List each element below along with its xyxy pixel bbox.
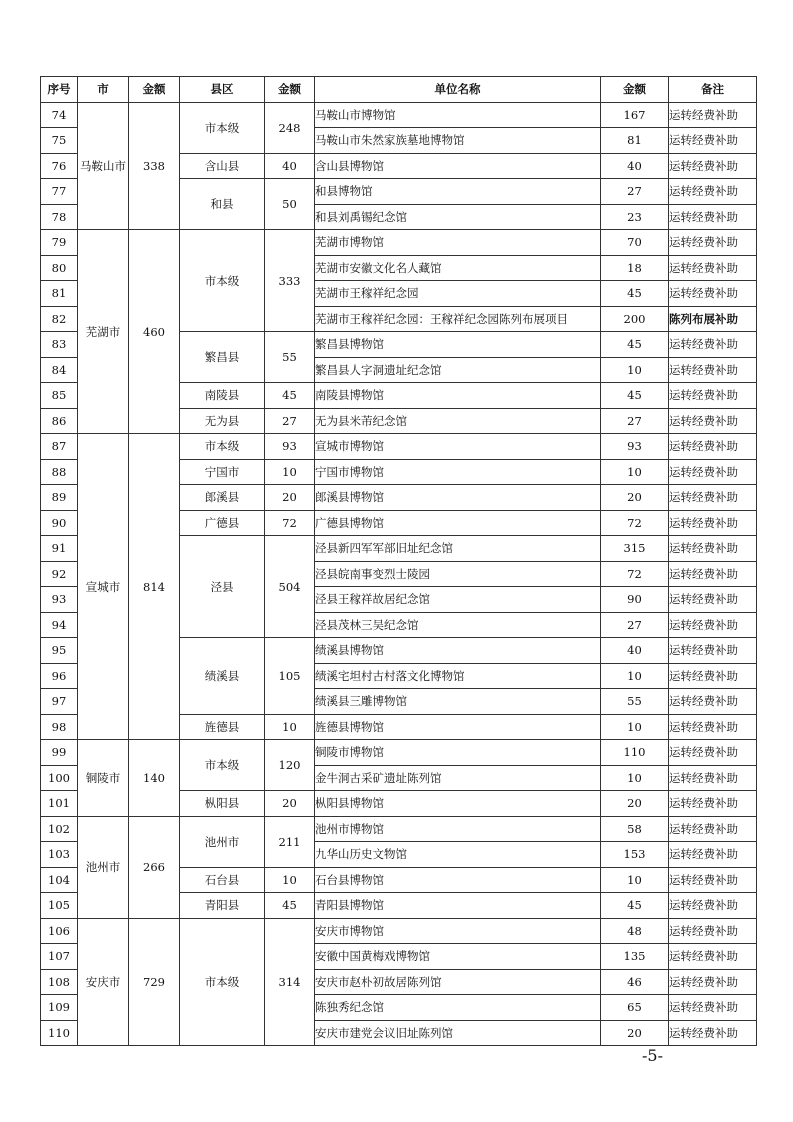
unit-note: 运转经费补助 [669, 357, 757, 383]
unit-amount: 45 [601, 332, 669, 358]
row-index: 85 [41, 383, 78, 409]
city-amount: 460 [129, 230, 180, 434]
unit-note: 运转经费补助 [669, 179, 757, 205]
row-index: 103 [41, 842, 78, 868]
row-index: 84 [41, 357, 78, 383]
district-amount: 105 [265, 638, 315, 715]
unit-amount: 72 [601, 510, 669, 536]
unit-amount: 10 [601, 663, 669, 689]
unit-name: 芜湖市安徽文化名人藏馆 [315, 255, 601, 281]
district-name: 青阳县 [180, 893, 265, 919]
unit-amount: 10 [601, 459, 669, 485]
district-name: 石台县 [180, 867, 265, 893]
unit-name: 池州市博物馆 [315, 816, 601, 842]
row-index: 79 [41, 230, 78, 256]
district-amount: 20 [265, 485, 315, 511]
row-index: 89 [41, 485, 78, 511]
unit-name: 安庆市赵朴初故居陈列馆 [315, 969, 601, 995]
city-amount: 729 [129, 918, 180, 1046]
unit-name: 安庆市建党会议旧址陈列馆 [315, 1020, 601, 1046]
header-city-amount: 金额 [129, 77, 180, 103]
unit-name: 安庆市博物馆 [315, 918, 601, 944]
unit-amount: 70 [601, 230, 669, 256]
row-index: 77 [41, 179, 78, 205]
header-unit-name: 单位名称 [315, 77, 601, 103]
unit-note: 运转经费补助 [669, 816, 757, 842]
unit-name: 和县刘禹锡纪念馆 [315, 204, 601, 230]
unit-amount: 10 [601, 765, 669, 791]
row-index: 97 [41, 689, 78, 715]
district-amount: 314 [265, 918, 315, 1046]
unit-name: 南陵县博物馆 [315, 383, 601, 409]
unit-name: 马鞍山市朱然家族墓地博物馆 [315, 128, 601, 154]
unit-amount: 153 [601, 842, 669, 868]
unit-note: 运转经费补助 [669, 230, 757, 256]
unit-amount: 10 [601, 357, 669, 383]
table-row [41, 740, 757, 766]
unit-amount: 45 [601, 893, 669, 919]
city-amount: 140 [129, 740, 180, 817]
table-body [41, 102, 757, 1046]
unit-note: 运转经费补助 [669, 485, 757, 511]
table-row [41, 434, 757, 460]
unit-name: 绩溪宅坦村古村落文化博物馆 [315, 663, 601, 689]
row-index: 90 [41, 510, 78, 536]
unit-amount: 200 [601, 306, 669, 332]
unit-note: 运转经费补助 [669, 918, 757, 944]
district-name: 旌德县 [180, 714, 265, 740]
unit-amount: 81 [601, 128, 669, 154]
unit-amount: 93 [601, 434, 669, 460]
district-amount: 55 [265, 332, 315, 383]
row-index: 91 [41, 536, 78, 562]
row-index: 110 [41, 1020, 78, 1046]
unit-amount: 58 [601, 816, 669, 842]
row-index: 93 [41, 587, 78, 613]
unit-name: 宣城市博物馆 [315, 434, 601, 460]
unit-note: 运转经费补助 [669, 944, 757, 970]
unit-note: 运转经费补助 [669, 1020, 757, 1046]
city-amount: 814 [129, 434, 180, 740]
city-name: 铜陵市 [78, 740, 129, 817]
unit-amount: 23 [601, 204, 669, 230]
unit-name: 和县博物馆 [315, 179, 601, 205]
district-name: 含山县 [180, 153, 265, 179]
row-index: 94 [41, 612, 78, 638]
header-index: 序号 [41, 77, 78, 103]
unit-name: 石台县博物馆 [315, 867, 601, 893]
unit-name: 无为县米芾纪念馆 [315, 408, 601, 434]
unit-amount: 65 [601, 995, 669, 1021]
unit-note: 运转经费补助 [669, 969, 757, 995]
header-district: 县区 [180, 77, 265, 103]
row-index: 107 [41, 944, 78, 970]
unit-amount: 90 [601, 587, 669, 613]
unit-name: 芜湖市王稼祥纪念园 [315, 281, 601, 307]
unit-name: 旌德县博物馆 [315, 714, 601, 740]
unit-note: 陈列布展补助 [669, 306, 757, 332]
district-name: 郎溪县 [180, 485, 265, 511]
district-amount: 10 [265, 867, 315, 893]
row-index: 95 [41, 638, 78, 664]
unit-note: 运转经费补助 [669, 995, 757, 1021]
header-city: 市 [78, 77, 129, 103]
unit-name: 芜湖市王稼祥纪念园：王稼祥纪念园陈列布展项目 [315, 306, 601, 332]
unit-name: 泾县新四军军部旧址纪念馆 [315, 536, 601, 562]
unit-note: 运转经费补助 [669, 587, 757, 613]
district-amount: 120 [265, 740, 315, 791]
row-index: 75 [41, 128, 78, 154]
city-amount: 266 [129, 816, 180, 918]
unit-name: 安徽中国黄梅戏博物馆 [315, 944, 601, 970]
unit-note: 运转经费补助 [669, 459, 757, 485]
header-unit-amount: 金额 [601, 77, 669, 103]
unit-amount: 10 [601, 714, 669, 740]
table-row [41, 230, 757, 256]
unit-note: 运转经费补助 [669, 561, 757, 587]
row-index: 82 [41, 306, 78, 332]
city-name: 宣城市 [78, 434, 129, 740]
district-amount: 10 [265, 459, 315, 485]
unit-note: 运转经费补助 [669, 663, 757, 689]
row-index: 80 [41, 255, 78, 281]
unit-note: 运转经费补助 [669, 281, 757, 307]
unit-name: 绩溪县三雕博物馆 [315, 689, 601, 715]
district-amount: 72 [265, 510, 315, 536]
row-index: 100 [41, 765, 78, 791]
unit-amount: 167 [601, 102, 669, 128]
unit-amount: 10 [601, 867, 669, 893]
row-index: 88 [41, 459, 78, 485]
district-name: 市本级 [180, 102, 265, 153]
table-row [41, 102, 757, 128]
unit-amount: 46 [601, 969, 669, 995]
table-row [41, 918, 757, 944]
unit-amount: 20 [601, 485, 669, 511]
unit-note: 运转经费补助 [669, 867, 757, 893]
unit-amount: 27 [601, 179, 669, 205]
district-amount: 504 [265, 536, 315, 638]
unit-name: 宁国市博物馆 [315, 459, 601, 485]
unit-name: 青阳县博物馆 [315, 893, 601, 919]
row-index: 81 [41, 281, 78, 307]
row-index: 87 [41, 434, 78, 460]
unit-name: 马鞍山市博物馆 [315, 102, 601, 128]
unit-note: 运转经费补助 [669, 714, 757, 740]
district-amount: 248 [265, 102, 315, 153]
unit-note: 运转经费补助 [669, 689, 757, 715]
row-index: 92 [41, 561, 78, 587]
district-amount: 333 [265, 230, 315, 332]
unit-amount: 45 [601, 383, 669, 409]
district-amount: 93 [265, 434, 315, 460]
unit-amount: 27 [601, 408, 669, 434]
unit-amount: 315 [601, 536, 669, 562]
unit-name: 广德县博物馆 [315, 510, 601, 536]
unit-name: 泾县茂林三吴纪念馆 [315, 612, 601, 638]
page-number: -5- [642, 1046, 663, 1065]
unit-name: 枞阳县博物馆 [315, 791, 601, 817]
district-name: 市本级 [180, 740, 265, 791]
row-index: 106 [41, 918, 78, 944]
district-amount: 20 [265, 791, 315, 817]
unit-name: 泾县皖南事变烈士陵园 [315, 561, 601, 587]
district-name: 枞阳县 [180, 791, 265, 817]
unit-name: 繁昌县博物馆 [315, 332, 601, 358]
district-name: 南陵县 [180, 383, 265, 409]
unit-amount: 48 [601, 918, 669, 944]
unit-name: 繁昌县人字洞遗址纪念馆 [315, 357, 601, 383]
district-name: 市本级 [180, 918, 265, 1046]
district-name: 广德县 [180, 510, 265, 536]
row-index: 86 [41, 408, 78, 434]
unit-note: 运转经费补助 [669, 765, 757, 791]
unit-name: 金牛洞古采矿遗址陈列馆 [315, 765, 601, 791]
row-index: 105 [41, 893, 78, 919]
row-index: 74 [41, 102, 78, 128]
city-name: 马鞍山市 [78, 102, 129, 230]
row-index: 76 [41, 153, 78, 179]
unit-name: 九华山历史文物馆 [315, 842, 601, 868]
header-district-amount: 金额 [265, 77, 315, 103]
unit-amount: 135 [601, 944, 669, 970]
city-name: 安庆市 [78, 918, 129, 1046]
city-amount: 338 [129, 102, 180, 230]
city-name: 芜湖市 [78, 230, 129, 434]
unit-name: 郎溪县博物馆 [315, 485, 601, 511]
row-index: 78 [41, 204, 78, 230]
unit-note: 运转经费补助 [669, 893, 757, 919]
unit-amount: 20 [601, 1020, 669, 1046]
unit-amount: 27 [601, 612, 669, 638]
district-amount: 211 [265, 816, 315, 867]
district-name: 市本级 [180, 230, 265, 332]
district-amount: 50 [265, 179, 315, 230]
unit-note: 运转经费补助 [669, 842, 757, 868]
unit-note: 运转经费补助 [669, 255, 757, 281]
unit-note: 运转经费补助 [669, 204, 757, 230]
row-index: 101 [41, 791, 78, 817]
unit-name: 含山县博物馆 [315, 153, 601, 179]
row-index: 108 [41, 969, 78, 995]
table-row [41, 816, 757, 842]
row-index: 83 [41, 332, 78, 358]
unit-amount: 72 [601, 561, 669, 587]
district-name: 无为县 [180, 408, 265, 434]
district-amount: 27 [265, 408, 315, 434]
unit-name: 芜湖市博物馆 [315, 230, 601, 256]
unit-note: 运转经费补助 [669, 383, 757, 409]
district-name: 宁国市 [180, 459, 265, 485]
unit-amount: 40 [601, 153, 669, 179]
unit-amount: 40 [601, 638, 669, 664]
unit-note: 运转经费补助 [669, 740, 757, 766]
row-index: 96 [41, 663, 78, 689]
district-name: 繁昌县 [180, 332, 265, 383]
district-name: 绩溪县 [180, 638, 265, 715]
row-index: 109 [41, 995, 78, 1021]
row-index: 104 [41, 867, 78, 893]
table-header-row [41, 77, 757, 103]
unit-note: 运转经费补助 [669, 102, 757, 128]
unit-note: 运转经费补助 [669, 153, 757, 179]
row-index: 99 [41, 740, 78, 766]
district-amount: 45 [265, 383, 315, 409]
row-index: 102 [41, 816, 78, 842]
unit-note: 运转经费补助 [669, 612, 757, 638]
unit-note: 运转经费补助 [669, 536, 757, 562]
city-name: 池州市 [78, 816, 129, 918]
funding-table [40, 76, 757, 1046]
unit-name: 陈独秀纪念馆 [315, 995, 601, 1021]
unit-note: 运转经费补助 [669, 638, 757, 664]
district-name: 市本级 [180, 434, 265, 460]
unit-name: 铜陵市博物馆 [315, 740, 601, 766]
row-index: 98 [41, 714, 78, 740]
unit-note: 运转经费补助 [669, 128, 757, 154]
unit-note: 运转经费补助 [669, 434, 757, 460]
unit-amount: 18 [601, 255, 669, 281]
unit-name: 绩溪县博物馆 [315, 638, 601, 664]
header-note: 备注 [669, 77, 757, 103]
unit-amount: 110 [601, 740, 669, 766]
district-name: 池州市 [180, 816, 265, 867]
district-amount: 40 [265, 153, 315, 179]
unit-amount: 20 [601, 791, 669, 817]
unit-note: 运转经费补助 [669, 791, 757, 817]
district-name: 和县 [180, 179, 265, 230]
unit-note: 运转经费补助 [669, 510, 757, 536]
unit-amount: 55 [601, 689, 669, 715]
district-amount: 10 [265, 714, 315, 740]
unit-note: 运转经费补助 [669, 408, 757, 434]
unit-name: 泾县王稼祥故居纪念馆 [315, 587, 601, 613]
unit-note: 运转经费补助 [669, 332, 757, 358]
district-amount: 45 [265, 893, 315, 919]
unit-amount: 45 [601, 281, 669, 307]
district-name: 泾县 [180, 536, 265, 638]
